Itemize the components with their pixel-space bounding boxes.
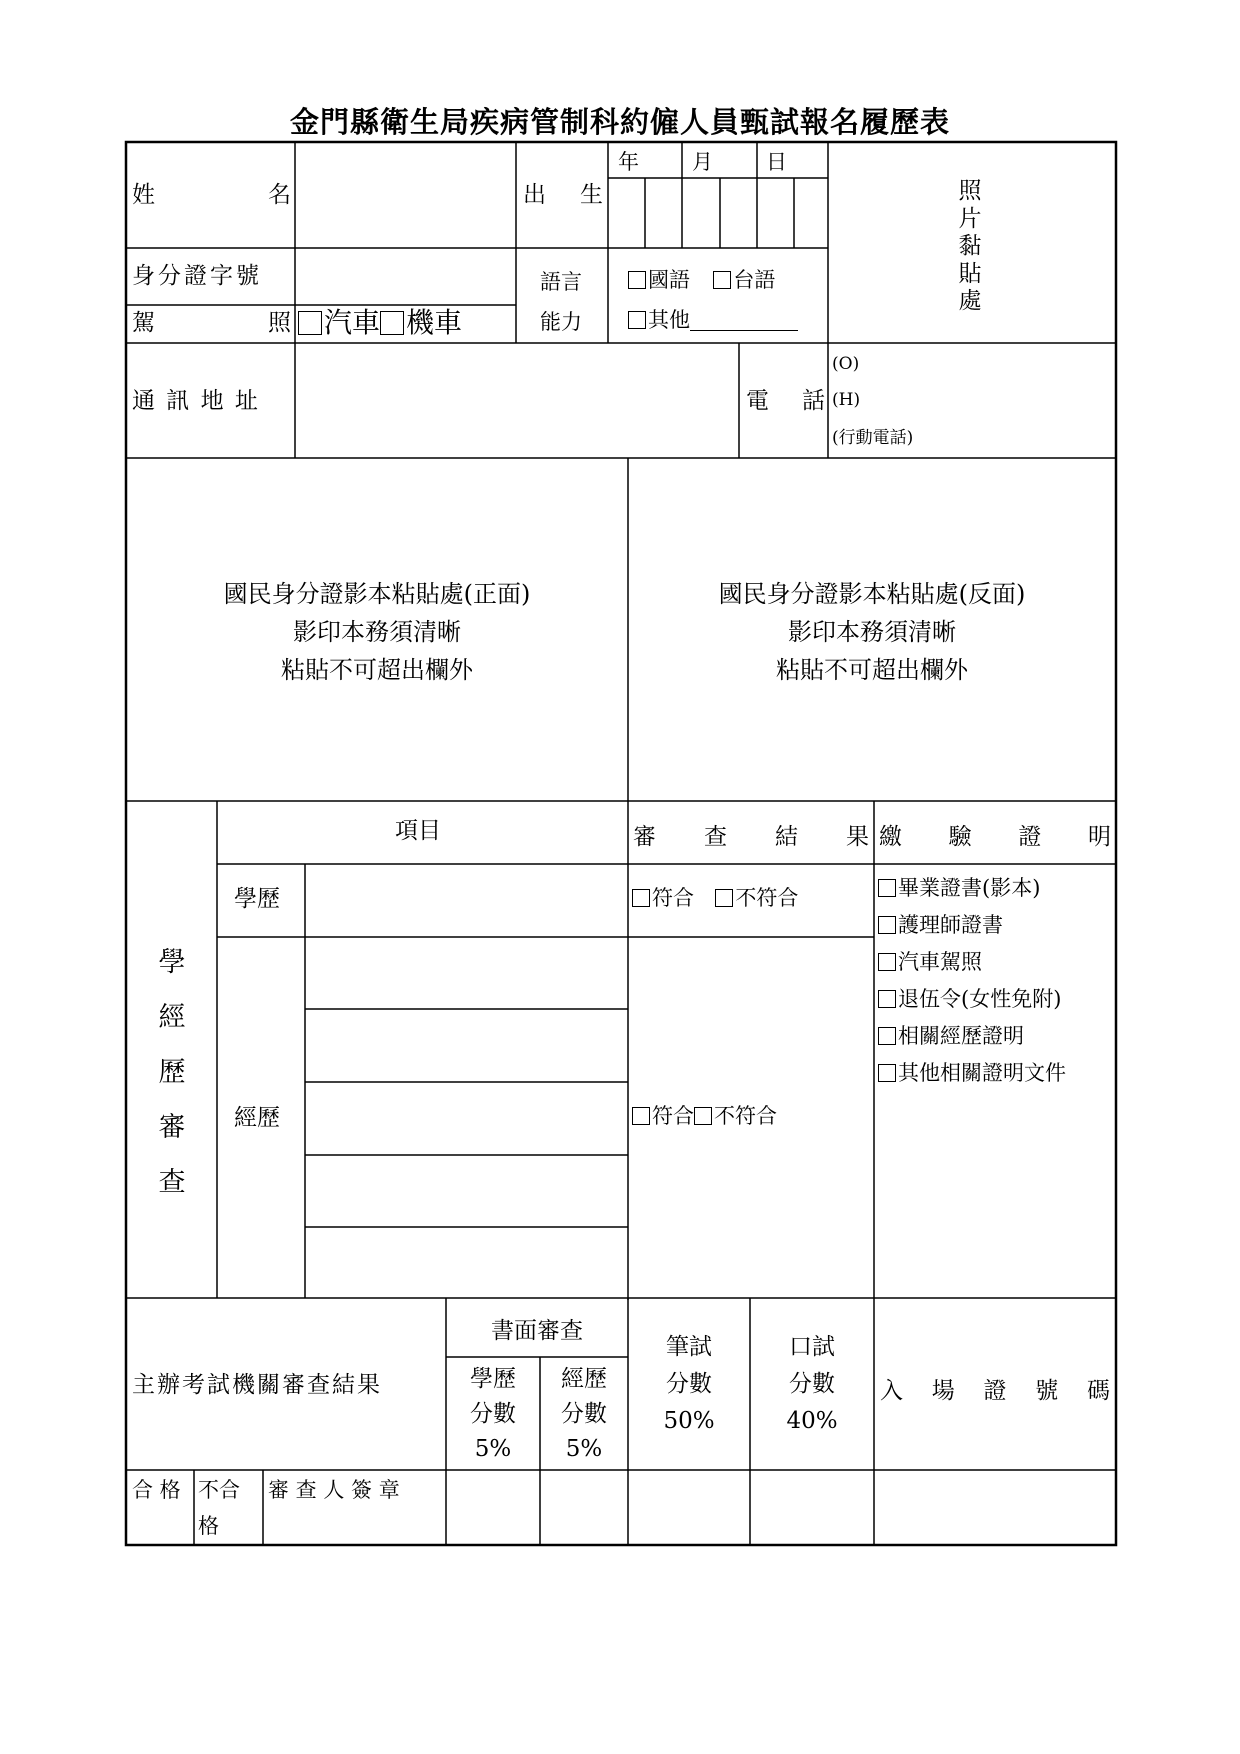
nurse-certificate-checkbox[interactable]: [878, 916, 896, 934]
other-documents-checkbox[interactable]: [878, 1064, 896, 1082]
education-nomatch-checkbox[interactable]: [715, 889, 733, 907]
mandarin-label: 國語: [648, 268, 690, 292]
experience-match-label: 符合: [652, 1104, 694, 1128]
experience-field[interactable]: [306, 1228, 627, 1297]
fail-label-b: 格: [198, 1514, 219, 1538]
photo-label-char: 照: [958, 178, 982, 204]
form-title: 金門縣衛生局疾病管制科約僱人員甄試報名履歷表: [289, 105, 950, 139]
experience-nomatch-label: 不符合: [714, 1104, 777, 1128]
language-label-a: 語言: [540, 270, 582, 294]
birth-label-b: 生: [580, 182, 603, 208]
review-section-char: 審: [158, 1112, 186, 1143]
address-label: 通 訊 地 址: [132, 388, 260, 414]
id-front-boundary-note: 粘貼不可超出欄外: [281, 656, 473, 684]
experience-proof-checkbox[interactable]: [878, 1027, 896, 1045]
mandarin-checkbox[interactable]: [628, 271, 646, 289]
diploma-checkbox[interactable]: [878, 879, 896, 897]
education-score-field[interactable]: [447, 1471, 539, 1544]
review-result-header: [633, 818, 869, 851]
education-score-weight: 5%: [474, 1436, 512, 1462]
experience-field[interactable]: [306, 1083, 627, 1154]
license-label-a: 駕: [132, 310, 155, 336]
taiwanese-checkbox[interactable]: [713, 271, 731, 289]
education-nomatch-label: 不符合: [735, 886, 799, 910]
experience-score-text: 經歷: [561, 1366, 607, 1392]
document-verification-header-char: 繳: [879, 824, 902, 850]
review-result-header-char: 審: [633, 824, 656, 850]
experience-score-weight: 5%: [565, 1436, 603, 1462]
paper-review-label: 書面審查: [491, 1318, 583, 1344]
document-item: 相關經歷證明: [898, 1024, 1024, 1048]
document-item: 退伍令(女性免附): [898, 987, 1062, 1011]
photo-label-char: 黏: [958, 233, 982, 260]
document-verification-header-char: 證: [1018, 824, 1042, 850]
experience-score-text: 分數: [561, 1401, 607, 1427]
id-number-field[interactable]: [296, 249, 515, 304]
admission-ticket-label: [880, 1372, 1110, 1405]
photo-label-char: 貼: [958, 260, 982, 287]
discharge-order-checkbox[interactable]: [878, 990, 896, 1008]
name-field[interactable]: [296, 143, 515, 247]
experience-match-checkbox[interactable]: [632, 1107, 650, 1125]
fail-label-a: 不合: [198, 1478, 240, 1502]
pass-label: 合 格: [132, 1478, 181, 1502]
admission-ticket-char: 場: [931, 1378, 955, 1404]
address-field[interactable]: [296, 344, 738, 457]
document-item: 畢業證書(影本): [898, 876, 1041, 900]
car-license-label: 汽車: [324, 306, 381, 339]
experience-score-field[interactable]: [541, 1471, 627, 1544]
review-section-label: [156, 935, 188, 1210]
car-license-doc-checkbox[interactable]: [878, 953, 896, 971]
written-score-text: 分數: [666, 1371, 712, 1397]
item-header: 項目: [395, 818, 441, 844]
experience-field[interactable]: [306, 1010, 627, 1081]
education-label: 學歷: [234, 886, 280, 912]
experience-field[interactable]: [306, 1156, 627, 1226]
id-back-boundary-note: 粘貼不可超出欄外: [776, 656, 968, 684]
motorcycle-license-label: 機車: [406, 306, 463, 339]
birth-label-a: 出: [523, 182, 546, 208]
admission-ticket-field[interactable]: [875, 1471, 1115, 1544]
experience-score-header: [540, 1362, 628, 1467]
experience-nomatch-checkbox[interactable]: [694, 1107, 712, 1125]
phone-field[interactable]: [880, 344, 1115, 457]
education-match-checkbox[interactable]: [632, 889, 650, 907]
birth-date-field[interactable]: [609, 179, 827, 247]
written-score-weight: 50%: [663, 1408, 715, 1434]
education-match-label: 符合: [652, 886, 694, 910]
birth-day-label: 日: [766, 150, 787, 174]
experience-field[interactable]: [306, 938, 627, 1008]
admission-ticket-char: 入: [880, 1378, 903, 1404]
photo-label-char: 片: [958, 205, 982, 232]
license-label-b: 照: [268, 310, 291, 336]
id-front-paste-area: [127, 575, 627, 689]
id-back-instruction: 國民身分證影本粘貼處(反面): [718, 580, 1026, 608]
admission-ticket-char: 證: [983, 1378, 1007, 1404]
document-verification-header-char: 驗: [948, 824, 972, 850]
admission-ticket-char: 碼: [1087, 1378, 1110, 1404]
review-section-char: 歷: [158, 1057, 186, 1088]
car-license-checkbox[interactable]: [298, 311, 322, 335]
phone-office-label: (O): [832, 354, 860, 374]
name-label-a: 姓: [132, 182, 155, 208]
oral-score-field[interactable]: [751, 1471, 873, 1544]
written-score-text: 筆試: [666, 1334, 712, 1360]
id-number-label: 身分證字號: [132, 263, 262, 289]
review-section-char: 查: [158, 1167, 186, 1198]
written-score-header: [628, 1329, 750, 1440]
birth-month-label: 月: [692, 150, 713, 174]
review-result-header-char: 查: [704, 824, 727, 850]
document-item: 護理師證書: [898, 913, 1003, 937]
motorcycle-license-checkbox[interactable]: [380, 311, 404, 335]
id-front-instruction: 國民身分證影本粘貼處(正面): [223, 580, 531, 608]
education-score-header: [446, 1362, 540, 1467]
id-front-clarity-note: 影印本務須清晰: [293, 618, 461, 646]
other-language-field[interactable]: [690, 310, 798, 331]
document-verification-header-char: 明: [1087, 824, 1111, 850]
education-field[interactable]: [306, 865, 627, 936]
id-back-clarity-note: 影印本務須清晰: [788, 618, 956, 646]
review-result-header-char: 果: [846, 824, 869, 850]
oral-score-text: 分數: [789, 1371, 835, 1397]
photo-label-char: 處: [958, 288, 982, 315]
taiwanese-label: 台語: [733, 268, 776, 292]
document-verification-header: [879, 818, 1111, 851]
education-score-text: 學歷: [470, 1366, 516, 1392]
oral-score-text: 口試: [789, 1334, 835, 1360]
experience-label: 經歷: [234, 1105, 280, 1131]
written-score-field[interactable]: [629, 1471, 749, 1544]
photo-paste-area: [955, 178, 985, 316]
phone-mobile-label: (行動電話): [832, 428, 914, 448]
language-label-b: 能力: [540, 310, 582, 334]
reviewer-signature-label: 審 查 人 簽 章: [268, 1478, 400, 1502]
organizer-review-label: 主辦考試機關審查結果: [132, 1372, 382, 1398]
oral-score-weight: 40%: [786, 1408, 838, 1434]
review-section-char: 經: [158, 1002, 186, 1033]
review-section-char: 學: [158, 947, 186, 978]
document-checklist: [878, 870, 1066, 1092]
oral-score-header: [750, 1329, 874, 1440]
other-language-label: 其他: [648, 308, 690, 332]
education-score-text: 分數: [470, 1401, 516, 1427]
admission-ticket-char: 號: [1035, 1378, 1059, 1404]
document-item: 汽車駕照: [898, 950, 982, 974]
name-label-b: 名: [268, 182, 291, 208]
id-back-paste-area: [629, 575, 1115, 689]
phone-label-b: 話: [802, 388, 825, 414]
birth-year-label: 年: [618, 150, 639, 174]
phone-home-label: (H): [832, 390, 861, 410]
phone-label-a: 電: [746, 388, 769, 414]
document-item: 其他相關證明文件: [898, 1061, 1066, 1085]
other-language-checkbox[interactable]: [628, 311, 646, 329]
review-result-header-char: 結: [775, 824, 798, 850]
